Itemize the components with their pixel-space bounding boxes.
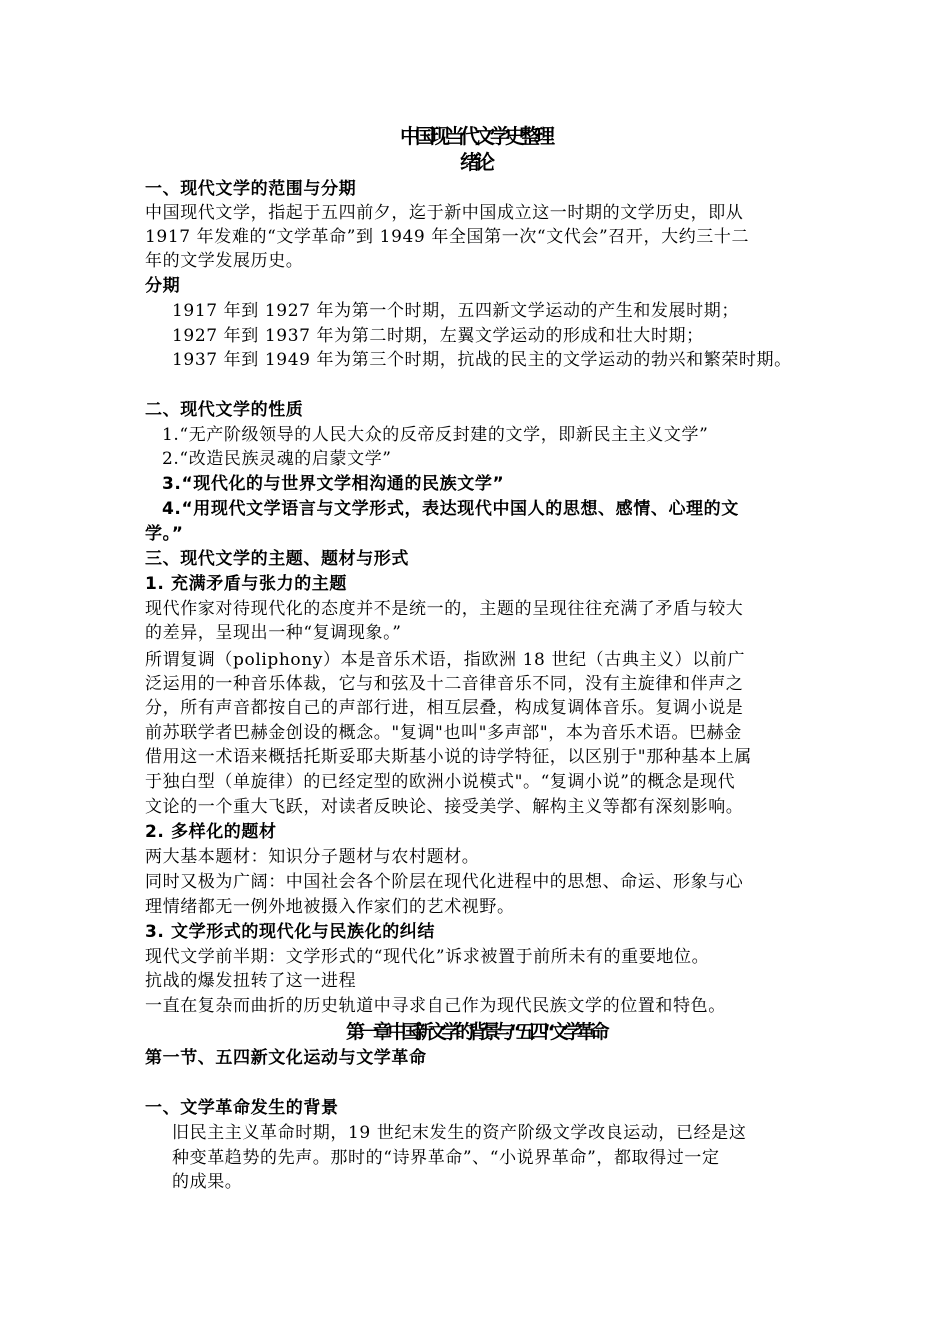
paragraph-line: 所谓复调（poliphony）本是音乐术语，指欧洲 18 世纪（古典主义）以前广 <box>145 650 746 670</box>
period-item: 1937 年到 1949 年为第三个时期，抗战的民主的文学运动的勃兴和繁荣时期。 <box>172 350 792 370</box>
paragraph-line: 前苏联学者巴赫金创设的概念。"复调"也叫"多声部"，本为音乐术语。巴赫金 <box>145 723 742 743</box>
paragraph-line: 理情绪都无一例外地被摄入作家们的艺术视野。 <box>145 897 515 917</box>
chapter-title: 第一章 中国新文学的背景与“五四“文学革命 <box>345 1021 605 1043</box>
subheading: 分期 <box>145 276 181 296</box>
paragraph-line: 同时又极为广阔：中国社会各个阶层在现代化进程中的思想、命运、形象与心 <box>145 872 744 892</box>
period-item: 1927 年到 1937 年为第二时期，左翼文学运动的形成和壮大时期； <box>172 326 704 346</box>
paragraph-line: 泛运用的一种音乐体裁，它与和弦及十二音律音乐不同，没有主旋律和伴声之 <box>145 674 744 694</box>
list-item: 4.“用现代文学语言与文学形式，表达现代中国人的思想、感情、心理的文 <box>162 499 739 519</box>
paragraph-line: 旧民主主义革命时期，19 世纪末发生的资产阶级文学改良运动，已经是这 <box>172 1123 747 1143</box>
subheading: 1. 充满矛盾与张力的主题 <box>145 574 348 594</box>
list-item-continuation: 学。” <box>145 524 184 544</box>
paragraph-line: 中国现代文学，指起于五四前夕，迄于新中国成立这一时期的文学历史，即从 <box>145 203 744 223</box>
paragraph-line: 一直在复杂而曲折的历史轨道中寻求自己作为现代民族文学的位置和特色。 <box>145 996 726 1016</box>
paragraph-line: 的差异，呈现出一种“复调现象。” <box>145 623 402 643</box>
section-heading: 第一节、五四新文化运动与文学革命 <box>145 1048 427 1068</box>
paragraph-line: 的成果。 <box>172 1172 243 1192</box>
paragraph-line: 两大基本题材：知识分子题材与农村题材。 <box>145 847 480 867</box>
section-heading: 一、现代文学的范围与分期 <box>145 179 357 199</box>
paragraph-line: 1917 年发难的“文学革命”到 1949 年全国第一次“文代会”召开，大约三十二 <box>145 227 750 247</box>
subheading: 2. 多样化的题材 <box>145 822 277 842</box>
document-title: 中国现当代文学史整理 <box>400 124 550 148</box>
list-item: 3.“现代化的与世界文学相沟通的民族文学” <box>162 474 505 494</box>
paragraph-line: 于独白型（单旋律）的已经定型的欧洲小说模式"。“复调小说”的概念是现代 <box>145 772 736 792</box>
list-item: 1.“无产阶级领导的人民大众的反帝反封建的文学，即新民主主义文学” <box>162 425 709 445</box>
paragraph-line: 种变革趋势的先声。那时的“诗界革命”、“小说界革命”，都取得过一定 <box>172 1148 720 1168</box>
paragraph-line: 现代文学前半期：文学形式的“现代化”诉求被置于前所未有的重要地位。 <box>145 947 710 967</box>
section-heading: 二、现代文学的性质 <box>145 400 304 420</box>
section-heading: 三、现代文学的主题、题材与形式 <box>145 549 409 569</box>
paragraph-line: 年的文学发展历史。 <box>145 251 304 271</box>
list-item: 2.“改造民族灵魂的启蒙文学” <box>162 449 392 469</box>
period-item: 1917 年到 1927 年为第一个时期，五四新文学运动的产生和发展时期； <box>172 301 739 321</box>
paragraph-line: 分，所有声音都按自己的声部行进，相互层叠，构成复调体音乐。复调小说是 <box>145 698 744 718</box>
section-heading: 一、文学革命发生的背景 <box>145 1098 339 1118</box>
paragraph-line: 现代作家对待现代化的态度并不是统一的，主题的呈现往往充满了矛盾与较大 <box>145 599 744 619</box>
paragraph-line: 借用这一术语来概括托斯妥耶夫斯基小说的诗学特征，以区别于"那种基本上属 <box>145 747 752 767</box>
subheading: 3. 文学形式的现代化与民族化的纠结 <box>145 922 436 942</box>
paragraph-line: 抗战的爆发扭转了这一进程 <box>145 971 357 991</box>
document-subtitle: 绪论 <box>460 150 490 174</box>
paragraph-line: 文论的一个重大飞跃，对读者反映论、接受美学、解构主义等都有深刻影响。 <box>145 797 744 817</box>
